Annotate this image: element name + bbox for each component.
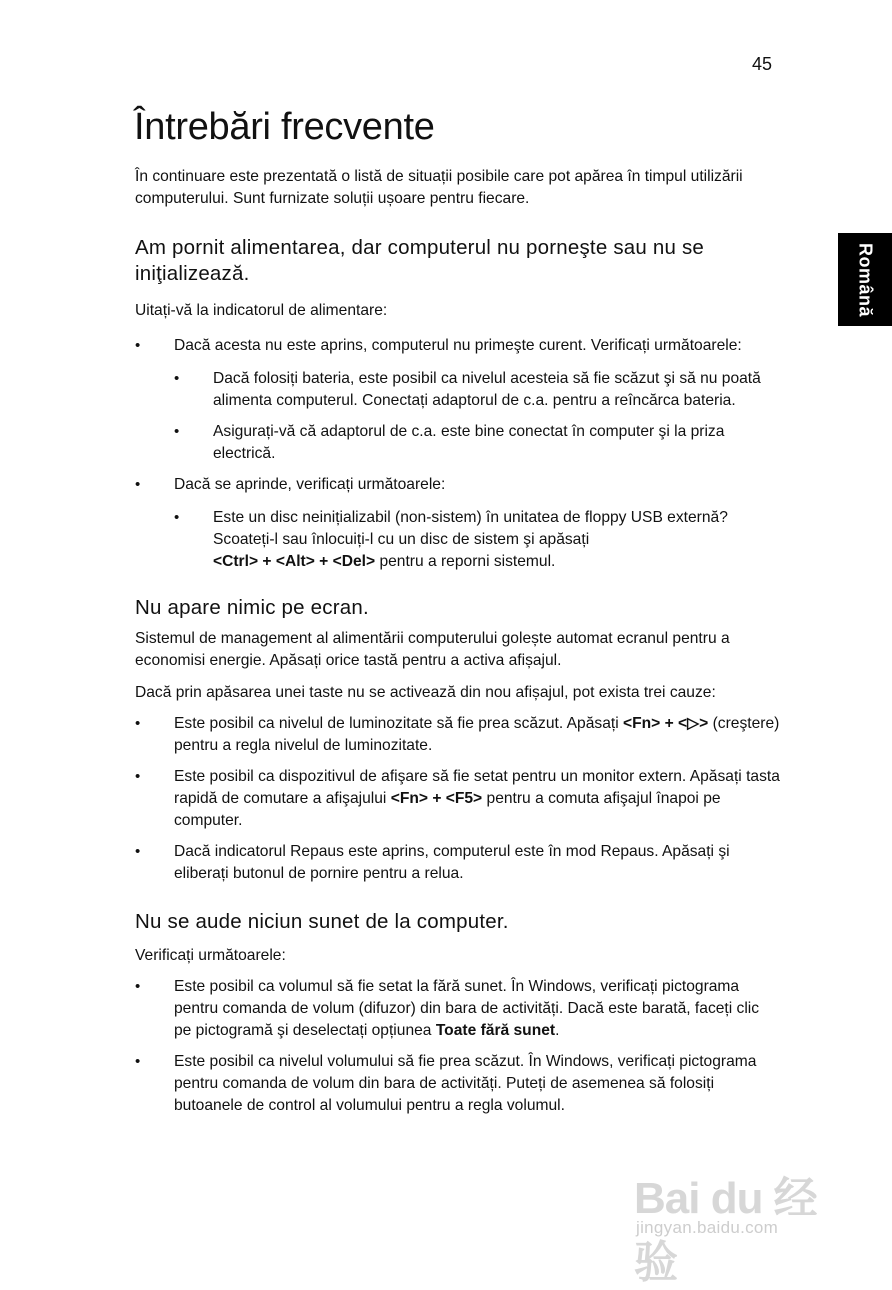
key-combo: <Ctrl> + <Alt> + <Del> bbox=[213, 553, 376, 570]
intro-paragraph: În continuare este prezentată o listă de situații posibile care pot apărea în timpul utilizării computerului. Sunt furnizate soluții ușoare pentru fiecare. bbox=[135, 168, 743, 207]
list-item: • Este posibil ca dispozitivul de afişare să fie setat pentru un monitor extern. Apăsați tasta rapidă de comutare a afişajului <Fn> + <F5> pentru a comuta afişajul înapoi pe computer. bbox=[135, 766, 780, 832]
list-item: • Este posibil ca nivelul volumului să fie prea scăzut. În Windows, verificați pictograma pentru comanda de volum din bara de activități. Puteți de asemenea să folosiți butoanele de control al volumului pentru a regla volumul. bbox=[135, 1051, 780, 1117]
section-heading-display: Nu apare nimic pe ecran. bbox=[135, 596, 369, 619]
watermark-url: jingyan.baidu.com bbox=[636, 1218, 779, 1237]
list-item: • Este posibil ca volumul să fie setat la fără sunet. În Windows, verificați pictograma pentru comanda de volum (difuzor) din bara de activități. Dacă este barată, faceți clic pe pictogramă şi deselectați opțiunea Toate fără sunet. bbox=[135, 976, 780, 1042]
display-bullet-list bbox=[135, 713, 780, 885]
section-sound-lead: Verificați următoarele: bbox=[135, 947, 286, 964]
language-tab bbox=[838, 233, 892, 326]
list-item: • Este un disc neinițializabil (non-sistem) în unitatea de floppy USB externă? Scoateți-l sau înlocuiți-l cu un disc de sistem şi apăsați <Ctrl> + <Alt> + <Del> pentru a reporni sistemul. bbox=[174, 507, 780, 573]
section-display-para1: Sistemul de management al alimentării computerului golește automat ecranul pentru a economisi energie. Apăsați orice tastă pentru a activa afișajul. bbox=[135, 630, 730, 669]
sound-bullet-list bbox=[135, 976, 780, 1117]
watermark-logo: Bai du 经验 bbox=[634, 1174, 817, 1287]
bold-option: Toate fără sunet bbox=[435, 1022, 556, 1039]
page-content bbox=[135, 166, 780, 1117]
list-item: • Dacă se aprinde, verificați următoarele: • Este un disc neinițializabil (non-sistem) în unitatea de floppy USB externă? Scoateți-l sau înlocuiți-l cu un disc de sistem şi apăsați <Ctrl> + <Alt> + <Del> pentru a reporni sistemul. bbox=[135, 474, 780, 573]
list-item: • Dacă indicatorul Repaus este aprins, computerul este în mod Repaus. Apăsați şi eliberați butonul de pornire pentru a relua. bbox=[135, 841, 780, 885]
power-bullet-list bbox=[135, 335, 780, 573]
key-combo: <Fn> + <F5> bbox=[390, 790, 483, 807]
page-number: 45 bbox=[752, 54, 773, 74]
language-tab-label: Română bbox=[855, 242, 876, 317]
key-combo: <Fn> + <▷> bbox=[623, 715, 709, 732]
list-item: • Dacă acesta nu este aprins, computerul nu primeşte curent. Verificați următoarele: • Dacă folosiți bateria, este posibil ca nivelul acesteia să fie scăzut şi să nu poată alimenta computerul. Conectați adaptorul de c.a. pentru a reîncărca bateria. • Asigurați-vă că adaptorul de c.a. este bine conectat în computer şi la priza electrică. bbox=[135, 335, 780, 465]
section-heading-power: Am pornit alimentarea, dar computerul nu porneşte sau nu se iniţializează. bbox=[135, 236, 705, 285]
list-item: • Asigurați-vă că adaptorul de c.a. este bine conectat în computer şi la priza electrică. bbox=[174, 421, 780, 465]
list-item: • Dacă folosiți bateria, este posibil ca nivelul acesteia să fie scăzut şi să nu poată alimenta computerul. Conectați adaptorul de c.a. pentru a reîncărca bateria. bbox=[174, 368, 780, 412]
page-title: Întrebări frecvente bbox=[134, 106, 435, 148]
list-item: • Este posibil ca nivelul de luminozitate să fie prea scăzut. Apăsați <Fn> + <▷> (creştere) pentru a regla nivelul de luminozitate. bbox=[135, 713, 780, 757]
section-heading-sound: Nu se aude niciun sunet de la computer. bbox=[135, 910, 509, 933]
watermark bbox=[634, 1150, 844, 1287]
section-power-lead: Uitați-vă la indicatorul de alimentare: bbox=[135, 302, 388, 319]
section-display-para2: Dacă prin apăsarea unei taste nu se activează din nou afișajul, pot exista trei cauze: bbox=[135, 684, 716, 701]
